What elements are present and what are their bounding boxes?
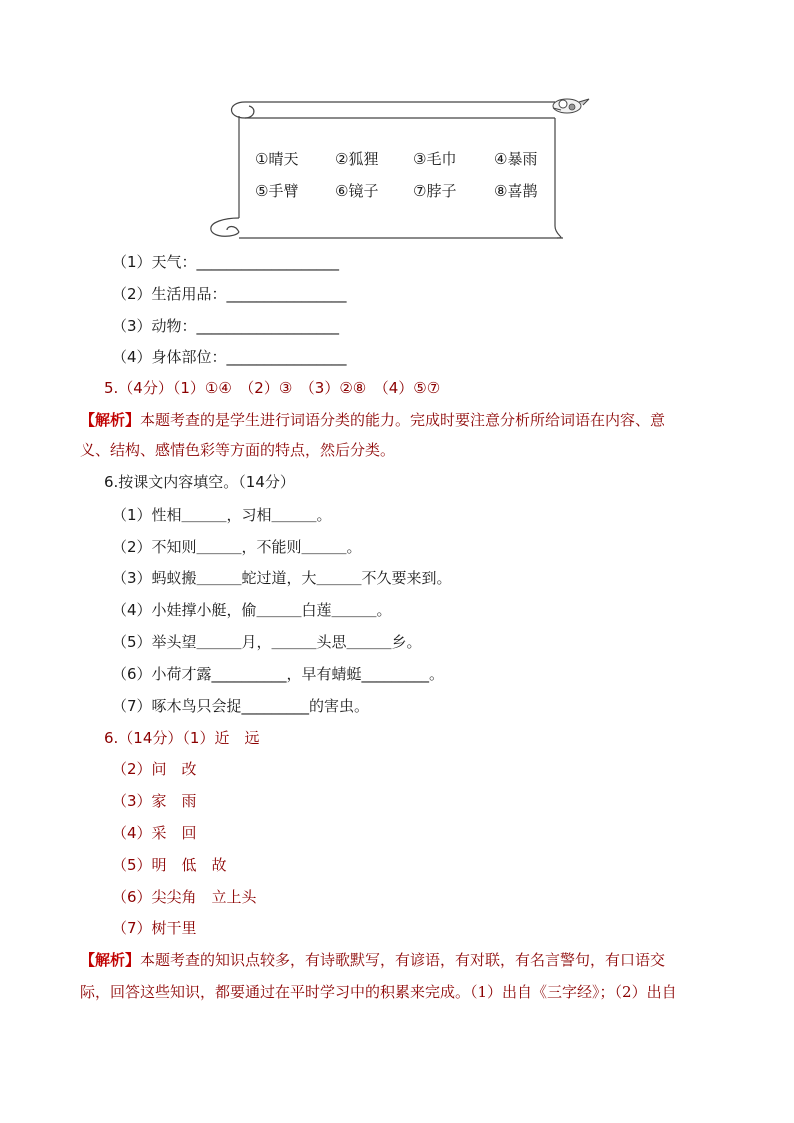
q5-explanation-cont: 义、结构、感情色彩等方面的特点，然后分类。 [80, 441, 396, 459]
scroll-item: ⑦脖子 [413, 182, 457, 200]
scroll-banner [205, 96, 595, 242]
flower-bird-icon [553, 99, 589, 113]
q6-line: （4）小娃撑小艇，偷＿＿＿白莲＿＿＿。 [112, 601, 392, 619]
q6-line: （5）举头望＿＿＿月，＿＿＿头思＿＿＿乡。 [112, 633, 422, 651]
scroll-item: ③毛巾 [413, 150, 457, 168]
q5-line-body-parts: （4）身体部位：________________ [112, 348, 347, 366]
q6-line: （6）小荷才露__________，早有蜻蜓_________。 [112, 665, 445, 683]
q5-line-animals: （3）动物：___________________ [112, 317, 340, 335]
q6-answer: （2）问 改 [112, 760, 197, 778]
q6-line: （1）性相＿＿＿，习相＿＿＿。 [112, 506, 332, 524]
q6-answer: （5）明 低 故 [112, 856, 227, 874]
explanation-text: 本题考查的知识点较多，有诗歌默写，有谚语，有对联，有名言警句，有口语交 [140, 951, 666, 969]
q6-answer: （7）树干里 [112, 919, 197, 937]
scroll-item: ①晴天 [255, 150, 299, 168]
q5-explanation [80, 410, 665, 430]
q6-explanation [80, 950, 665, 970]
q6-line: （2）不知则＿＿＿，不能则＿＿＿。 [112, 538, 362, 556]
q6-title: 6.按课文内容填空。（14分） [104, 473, 295, 491]
q6-answer: 6.（14分）（1）近 远 [104, 729, 260, 747]
explanation-label: 【解析】 [80, 411, 141, 429]
scroll-item: ④暴雨 [494, 150, 538, 168]
q5-line-weather: （1）天气：___________________ [112, 253, 340, 271]
q6-line: （7）啄木鸟只会捉_________的害虫。 [112, 697, 370, 715]
q6-answer: （4）采 回 [112, 824, 197, 842]
explanation-label: 【解析】 [80, 951, 141, 969]
q6-line: （3）蚂蚁搬＿＿＿蛇过道，大＿＿＿不久要来到。 [112, 569, 452, 587]
q6-answer: （6）尖尖角 立上头 [112, 888, 257, 906]
q6-explanation-cont: 际，回答这些知识，都要通过在平时学习中的积累来完成。（1）出自《三字经》；（2）出自 [80, 983, 677, 1001]
scroll-item: ⑥镜子 [335, 182, 379, 200]
q5-line-daily-items: （2）生活用品：________________ [112, 285, 347, 303]
q5-answer: 5.（4分）（1）①④ （2）③ （3）②⑧ （4）⑤⑦ [104, 379, 441, 397]
explanation-text: 本题考查的是学生进行词语分类的能力。完成时要注意分析所给词语在内容、意 [140, 411, 666, 429]
scroll-item: ⑤手臂 [255, 182, 299, 200]
q6-answer: （3）家 雨 [112, 792, 197, 810]
scroll-item: ⑧喜鹊 [494, 182, 538, 200]
scroll-item: ②狐狸 [335, 150, 379, 168]
